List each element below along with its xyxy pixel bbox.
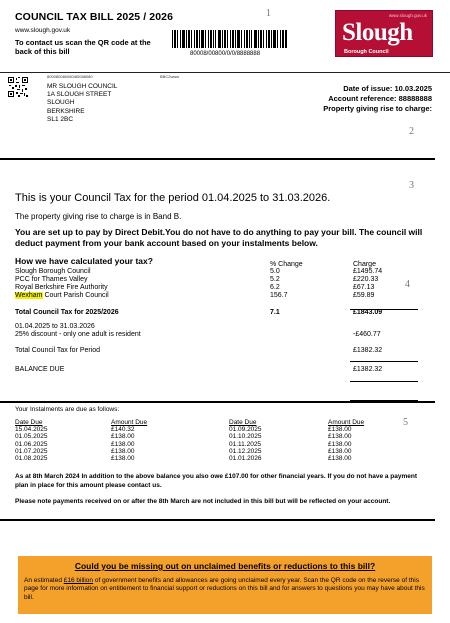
- date-of-issue: Date of issue: 10.03.2025: [343, 84, 432, 93]
- payments-note: Please note payments received on or after the 8th March are not included in this bill but will be reflected on your account.: [15, 498, 391, 505]
- period-total-label: Total Council Tax for Period: [15, 347, 101, 354]
- address-code: 800080080080/80088080: [47, 74, 93, 79]
- instalment-amount: £138.00: [328, 440, 352, 448]
- instalment-amount: £138.00: [111, 455, 135, 463]
- tax-period-heading: This is your Council Tax for the period 01.04.2025 to 31.03.2026.: [15, 192, 331, 204]
- instalments-title: Your Instalments are due as follows:: [15, 406, 120, 413]
- calc-row-charge: £1495.74: [353, 268, 383, 275]
- address-line: SL1 2BC: [47, 115, 74, 123]
- calc-row-pct: 6.2: [270, 284, 280, 291]
- instalment-dates-right: [229, 419, 262, 462]
- period-total-row: [15, 347, 425, 355]
- section-marker-4: 4: [405, 279, 410, 290]
- instalment-amount: £140.32: [111, 426, 135, 434]
- calculation-heading: How we have calculated your tax?: [15, 256, 153, 266]
- slough-logo: [335, 10, 433, 57]
- calc-row-charge: £59.89: [353, 292, 375, 299]
- logo-name: Slough: [342, 19, 413, 46]
- balance-note: As at 8th March 2024 In addition to the above balance you also owe £107.00 for other financial years. If you do not have a payment plan in place for this amount please contact us.: [15, 473, 418, 489]
- calc-row-name: PCC for Thames Valley: [15, 276, 88, 283]
- discount-row: [15, 331, 425, 339]
- header-rule: [0, 72, 450, 73]
- bill-title: COUNCIL TAX BILL 2025 / 2026: [15, 11, 174, 23]
- account-reference: Account reference: 88888888: [328, 94, 432, 103]
- instalment-dates-left: [15, 419, 48, 462]
- instalment-amount: £138.00: [328, 433, 352, 441]
- address-code-right: BBC2www: [160, 74, 180, 79]
- instalment-date: 01.05.2025: [15, 433, 48, 441]
- instalment-date: 01.09.2025: [229, 426, 262, 434]
- benefits-banner: [18, 556, 432, 614]
- total-row: [15, 309, 425, 319]
- section-marker-5: 5: [403, 417, 408, 428]
- pct-change-header: % Change: [270, 261, 303, 268]
- discount-label: 25% discount - only one adult is resident: [15, 331, 141, 338]
- section-rule: [0, 401, 435, 403]
- instalment-amounts-left: [111, 419, 147, 462]
- calc-row-name: Slough Borough Council: [15, 268, 91, 275]
- amount-due-header: Amount Due: [328, 419, 365, 426]
- instalment-amount: £138.00: [328, 455, 352, 463]
- balance-value: £1382.32: [353, 366, 383, 373]
- calc-row: [15, 276, 425, 284]
- calc-row-pct: 5.0: [270, 268, 280, 275]
- section-marker-1: 1: [266, 8, 271, 19]
- address-line: 1A SLOUGH STREET: [47, 91, 112, 99]
- charge-header: Charge: [353, 261, 376, 268]
- balance-row: [15, 366, 425, 374]
- instalment-date: 01.07.2025: [15, 447, 48, 455]
- amount-due-header: Amount Due: [111, 419, 148, 426]
- calc-row-name: Royal Berkshire Fire Authority: [15, 284, 108, 291]
- balance-label: BALANCE DUE: [15, 366, 65, 373]
- total-pct: 7.1: [270, 309, 280, 316]
- website-text: www.slough.gov.uk: [15, 27, 71, 34]
- instalment-amount: £138.00: [111, 433, 135, 441]
- barcode-number: 80008/00800/0/0/8888888: [190, 51, 261, 57]
- band-text: The property giving rise to charge is in Band B.: [15, 212, 182, 221]
- instalment-amount: £138.00: [328, 426, 352, 434]
- discount-value: -£460.77: [353, 331, 381, 338]
- logo-subtitle: Borough Council: [344, 49, 389, 55]
- issue-details: [323, 84, 432, 114]
- instalment-date: 15.04.2025: [15, 426, 48, 434]
- property-label: Property giving rise to charge:: [323, 104, 432, 113]
- address-line: MR SLOUGH COUNCIL: [47, 83, 118, 90]
- address-line: SLOUGH: [47, 99, 75, 107]
- recipient-address: [47, 83, 117, 124]
- section-marker-2: 2: [409, 126, 414, 137]
- benefits-heading: Could you be missing out on unclaimed benefits or reductions to this bill?: [74, 561, 376, 571]
- instalment-date: 01.10.2025: [229, 433, 262, 441]
- calc-row-charge: £220.33: [353, 276, 379, 283]
- period-line: [15, 323, 425, 331]
- total-charge: £1843.09: [353, 309, 383, 316]
- instalment-amounts-right: [328, 419, 364, 462]
- discount-underline: [350, 361, 418, 362]
- qr-contact-note: To contact us scan the QR code at the back of this bill: [15, 38, 151, 56]
- period-total-underline: [350, 381, 418, 382]
- tax-calculation: [15, 257, 425, 374]
- section-rule: [0, 158, 435, 160]
- total-label: Total Council Tax for 2025/2026: [15, 309, 119, 316]
- period-total-value: £1382.32: [353, 347, 383, 354]
- instalment-date: 01.11.2025: [229, 440, 262, 448]
- section-rule: [0, 519, 435, 521]
- date-due-header: Date Due: [229, 419, 257, 426]
- benefits-body-end: of government benefits and allowances are going unclaimed every year. Scan the QR code on the reverse of this page for more information on entitlement to financial support or reductions on this bill and for answers to questions you may have about this bill.: [24, 577, 425, 601]
- benefits-body: [24, 577, 428, 602]
- benefits-body-start: An estimated: [24, 577, 64, 584]
- highlighted-parish-name: Wexham: [15, 292, 43, 299]
- calc-row-name: Court Parish Council: [42, 292, 109, 299]
- calc-row-charge: £67.13: [353, 284, 375, 291]
- qr-code-icon: [8, 77, 28, 97]
- calc-row: [15, 292, 425, 300]
- logo-url: www.slough.gov.uk: [388, 13, 427, 18]
- calc-row-pct: 156.7: [270, 292, 288, 299]
- address-line: BERKSHIRE: [47, 107, 85, 115]
- date-due-header: Date Due: [15, 419, 43, 426]
- barcode-icon: [172, 30, 287, 48]
- instalment-amount: £138.00: [111, 447, 135, 455]
- calc-row: [15, 268, 425, 276]
- direct-debit-note: You are set up to pay by Direct Debit.You do not have to do anything to pay your bill. The council will deduct payment from your bank account based on your instalments below.: [15, 227, 423, 248]
- instalment-date: 01.12.2025: [229, 447, 262, 455]
- benefits-amount: £16 billion: [63, 577, 94, 584]
- period-dates: 01.04.2025 to 31.03.2026: [15, 323, 95, 330]
- instalment-date: 01.08.2025: [15, 455, 48, 463]
- section-marker-3: 3: [409, 180, 414, 191]
- calc-row: [15, 284, 425, 292]
- instalment-date: 01.06.2025: [15, 440, 48, 448]
- instalment-date: 01.01.2026: [229, 455, 262, 463]
- instalment-amount: £138.00: [328, 447, 352, 455]
- instalment-amount: £138.00: [111, 440, 135, 448]
- calc-row-pct: 5.2: [270, 276, 280, 283]
